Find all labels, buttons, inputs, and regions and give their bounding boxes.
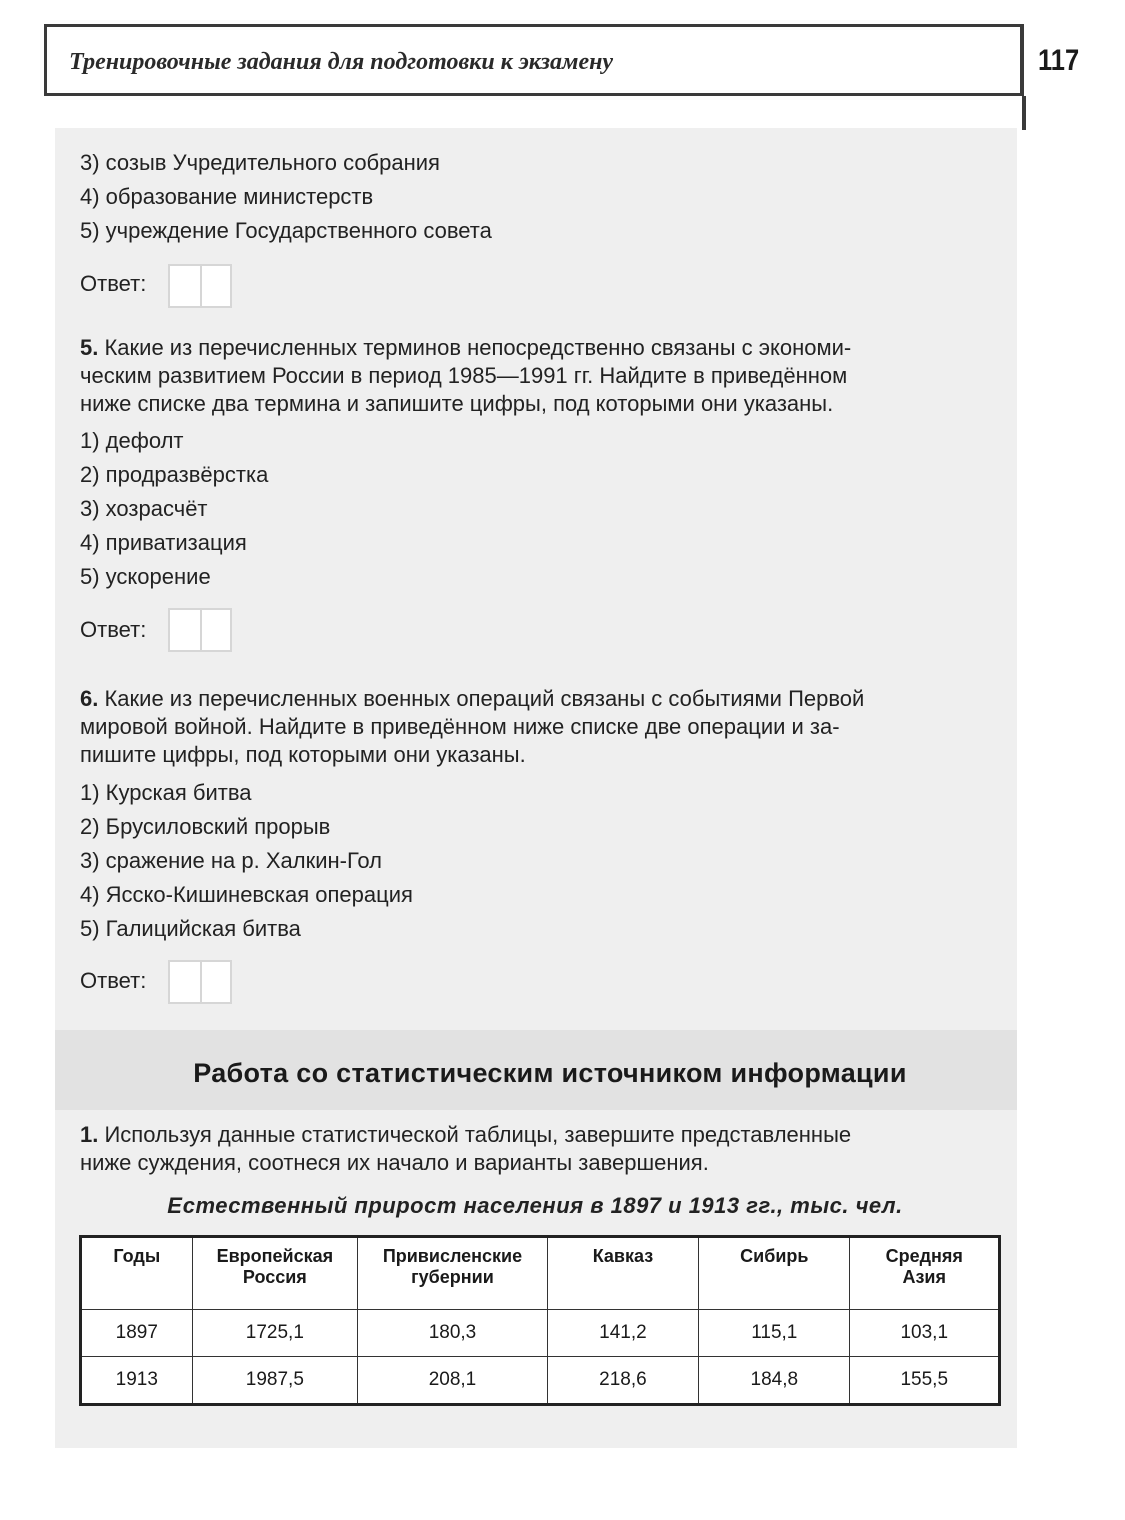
table-cell: 1725,1	[192, 1310, 358, 1357]
table-cell: 103,1	[850, 1310, 1000, 1357]
q5-option-4: 4) приватизация	[80, 530, 247, 555]
table-row	[81, 1357, 1000, 1405]
table-cell: 218,6	[547, 1357, 698, 1405]
q5-option-3: 3) хозрасчёт	[80, 496, 208, 521]
page-number: 117	[1038, 44, 1080, 77]
q5-line-1	[80, 334, 995, 362]
q6-line-2: мировой войной. Найдите в приведённом ниже списке две операции и за-	[80, 714, 840, 739]
q4-answer-label: Ответ:	[80, 271, 147, 296]
q4-option-3: 3) созыв Учредительного собрания	[80, 150, 440, 175]
q6-answer-box[interactable]	[168, 960, 232, 1004]
table-cell: 184,8	[699, 1357, 850, 1405]
table-cell: 1897	[81, 1310, 193, 1357]
header-title: Тренировочные задания для подготовки к экзамену	[69, 49, 614, 75]
task1-line-1-text: Используя данные статистической таблицы, завершите представленные	[104, 1122, 852, 1147]
q5-line-1-text: Какие из перечисленных терминов непосредственно связаны с экономи-	[104, 335, 852, 360]
q5-text	[80, 334, 995, 418]
q6-option-4: 4) Ясско-Кишиневская операция	[80, 882, 413, 907]
statistics-table	[79, 1235, 1001, 1406]
header-vistula-provinces	[358, 1237, 548, 1310]
table-caption: Естественный прирост населения в 1897 и 1913 гг., тыс. чел.	[167, 1193, 903, 1218]
table-cell: 155,5	[850, 1357, 1000, 1405]
q6-option-2: 2) Брусиловский прорыв	[80, 814, 331, 839]
header-central-asia-l1: Средняя	[885, 1246, 963, 1266]
q5-option-2: 2) продразвёрстка	[80, 462, 269, 487]
q5-option-5: 5) ускорение	[80, 564, 211, 589]
q6-option-1: 1) Курская битва	[80, 780, 252, 805]
q5-line-3: ниже списке два термина и запишите цифры, под которыми они указаны.	[80, 391, 834, 416]
section-title: Работа со статистическим источником информации	[193, 1058, 907, 1088]
header-vistula-provinces-l1: Привисленские	[382, 1246, 523, 1266]
header-siberia-text: Сибирь	[740, 1246, 809, 1266]
task1-line-1	[80, 1121, 995, 1149]
q6-option-5: 5) Галицийская битва	[80, 916, 301, 941]
header-years-text: Годы	[113, 1246, 161, 1266]
task1-number: 1.	[80, 1122, 99, 1147]
table-header-row	[81, 1237, 1000, 1310]
running-header	[44, 24, 1024, 96]
header-european-russia-l2: Россия	[242, 1267, 307, 1287]
table-cell: 180,3	[358, 1310, 548, 1357]
q6-option-3: 3) сражение на р. Халкин-Гол	[80, 848, 383, 873]
header-siberia	[699, 1237, 850, 1310]
q5-answer-box[interactable]	[168, 608, 232, 652]
q6-number: 6.	[80, 686, 99, 711]
header-years	[81, 1237, 193, 1310]
q4-answer-box[interactable]	[168, 264, 232, 308]
q5-number: 5.	[80, 335, 99, 360]
q5-line-2: ческим развитием России в период 1985—1991 гг. Найдите в приведённом	[80, 363, 848, 388]
q6-text	[80, 685, 995, 769]
q5-option-1: 1) дефолт	[80, 428, 184, 453]
task1-text	[80, 1121, 995, 1177]
q6-answer-label: Ответ:	[80, 968, 147, 993]
table-cell: 115,1	[699, 1310, 850, 1357]
table-row	[81, 1310, 1000, 1357]
table-cell: 1913	[81, 1357, 193, 1405]
header-central-asia-l2: Азия	[902, 1267, 946, 1287]
q4-option-4: 4) образование министерств	[80, 184, 374, 209]
q6-line-1-text: Какие из перечисленных военных операций связаны с событиями Первой	[104, 686, 865, 711]
header-central-asia	[850, 1237, 1000, 1310]
header-rule	[1022, 96, 1026, 130]
q6-line-3: пишите цифры, под которыми они указаны.	[80, 742, 526, 767]
table-cell: 208,1	[358, 1357, 548, 1405]
task1-line-2: ниже суждения, соотнеся их начало и варианты завершения.	[80, 1150, 709, 1175]
header-caucasus	[547, 1237, 698, 1310]
header-european-russia-l1: Европейская	[216, 1246, 334, 1266]
table-cell: 1987,5	[192, 1357, 358, 1405]
q4-option-5: 5) учреждение Государственного совета	[80, 218, 492, 243]
q5-answer-label: Ответ:	[80, 617, 147, 642]
header-caucasus-text: Кавказ	[592, 1246, 654, 1266]
header-vistula-provinces-l2: губернии	[411, 1267, 494, 1287]
header-european-russia	[192, 1237, 358, 1310]
q6-line-1	[80, 685, 995, 713]
table-cell: 141,2	[547, 1310, 698, 1357]
